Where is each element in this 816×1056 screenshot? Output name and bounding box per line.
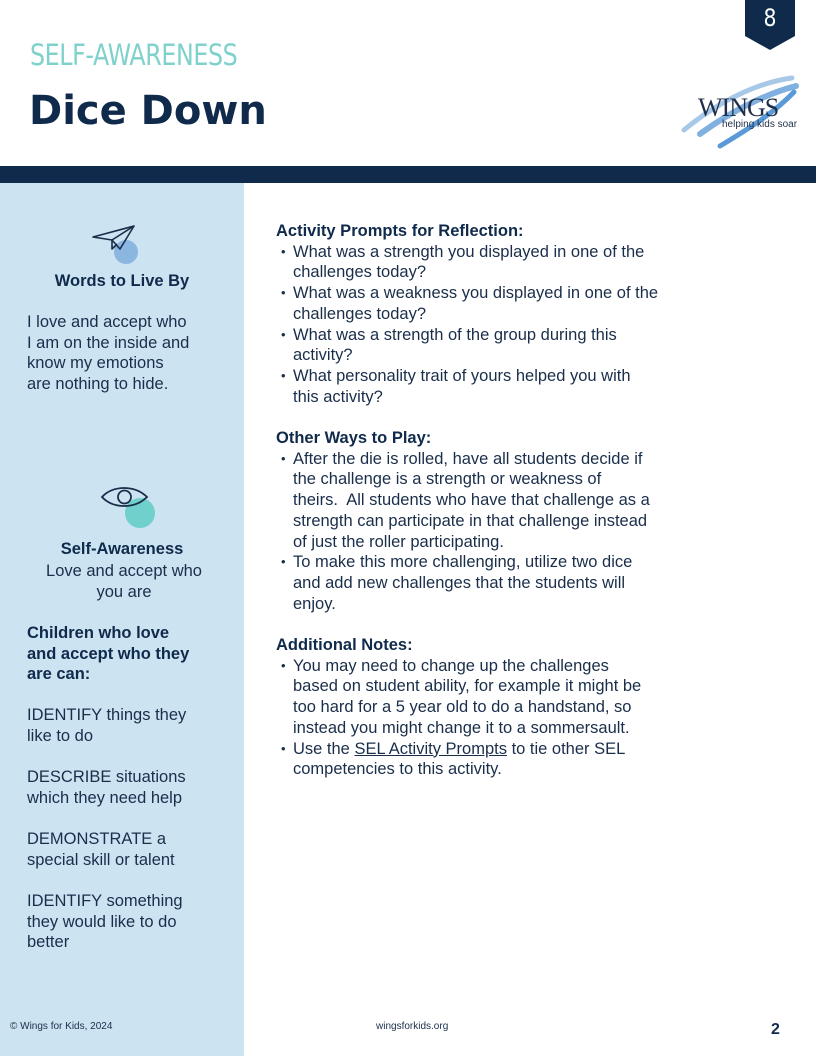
line: activity? bbox=[293, 346, 353, 365]
skill-line: like to do bbox=[27, 726, 94, 745]
line: and add new challenges that the students will bbox=[293, 573, 626, 592]
page-title: Dice Down bbox=[29, 88, 267, 134]
paper-plane-icon bbox=[90, 222, 142, 268]
competency-description bbox=[20, 561, 228, 602]
line: • What was a weakness you displayed in one of the bbox=[293, 284, 659, 303]
eye-icon bbox=[99, 480, 159, 530]
words-line: I love and accept who bbox=[27, 313, 187, 331]
skill-item bbox=[27, 891, 227, 953]
skill-line: IDENTIFY something bbox=[27, 892, 183, 910]
line: this activity? bbox=[293, 387, 383, 406]
children-line: Children who love bbox=[27, 624, 170, 642]
text: to tie other SEL bbox=[506, 739, 626, 758]
category-label: SELF-AWARENESS bbox=[30, 38, 238, 72]
list-item bbox=[276, 325, 726, 366]
children-line: and accept who they bbox=[27, 644, 190, 663]
skill-line: they would like to do bbox=[27, 912, 177, 931]
line: instead you might change it to a sommersault. bbox=[293, 718, 630, 737]
website-link[interactable]: wingsforkids.org bbox=[376, 1021, 449, 1032]
line: • What was a strength you displayed in one of the bbox=[293, 242, 645, 261]
line: strength can participate in that challenge instead bbox=[293, 511, 648, 530]
skill-line: DESCRIBE situations bbox=[27, 768, 186, 786]
text: Use the bbox=[293, 739, 355, 758]
line: • What was a strength of the group during this bbox=[293, 325, 617, 344]
list-item bbox=[276, 366, 726, 407]
line: competencies to this activity. bbox=[293, 760, 502, 779]
reflection-list bbox=[276, 242, 726, 408]
list-item bbox=[276, 656, 726, 739]
list-item bbox=[276, 242, 726, 283]
activity-number-badge bbox=[745, 0, 795, 50]
skill-line: special skill or talent bbox=[27, 850, 175, 869]
line bbox=[293, 739, 726, 760]
skill-item bbox=[27, 705, 227, 746]
skill-line: which they need help bbox=[27, 788, 183, 807]
copyright: © Wings for Kids, 2024 bbox=[10, 1021, 113, 1032]
skill-line: DEMONSTRATE a bbox=[27, 830, 167, 848]
line: enjoy. bbox=[293, 594, 336, 613]
line: too hard for a 5 year old to do a handstand, so bbox=[293, 698, 632, 717]
reflection-title: Activity Prompts for Reflection: bbox=[276, 222, 524, 240]
list-item bbox=[276, 552, 726, 614]
sel-activity-prompts-link[interactable]: SEL Activity Prompts bbox=[354, 739, 507, 758]
children-heading bbox=[27, 623, 227, 685]
words-line: are nothing to hide. bbox=[27, 374, 169, 393]
list-item bbox=[276, 283, 726, 324]
skill-line: better bbox=[27, 933, 70, 952]
competency-line: you are bbox=[96, 582, 152, 601]
children-line: are can: bbox=[27, 665, 91, 684]
main-content bbox=[276, 221, 726, 780]
notes-title: Additional Notes: bbox=[276, 636, 413, 655]
line: theirs. All students who have that challenge as a bbox=[293, 491, 650, 510]
page-number: 2 bbox=[771, 1021, 780, 1038]
header-divider-bar bbox=[0, 166, 816, 183]
skill-item bbox=[27, 767, 227, 808]
line: of just the roller participating. bbox=[293, 532, 504, 551]
other-ways-list bbox=[276, 449, 726, 615]
words-line: know my emotions bbox=[27, 354, 164, 373]
line: • What personality trait of yours helped you with bbox=[293, 366, 631, 385]
badge-number: 8 bbox=[763, 4, 777, 32]
competency-line: Love and accept who bbox=[46, 562, 202, 580]
words-line: I am on the inside and bbox=[27, 333, 190, 352]
line: the challenge is a strength or weakness of bbox=[293, 470, 602, 489]
other-ways-title: Other Ways to Play: bbox=[276, 429, 432, 448]
line: challenges today? bbox=[293, 263, 427, 282]
line: • To make this more challenging, utilize two dice bbox=[293, 553, 633, 572]
line: • After the die is rolled, have all students decide if bbox=[293, 449, 643, 468]
line: • You may need to change up the challenges bbox=[293, 656, 609, 675]
list-item bbox=[276, 739, 726, 780]
logo-tagline: helping kids soar bbox=[722, 119, 798, 130]
notes-list bbox=[276, 656, 726, 780]
competency-heading: Self-Awareness bbox=[60, 540, 184, 558]
list-item bbox=[276, 449, 726, 553]
logo-wordmark: WINGS bbox=[698, 93, 779, 122]
words-to-live-by-text bbox=[27, 312, 227, 394]
skill-line: IDENTIFY things they bbox=[27, 706, 187, 724]
line: challenges today? bbox=[293, 304, 427, 323]
line: based on student ability, for example it might be bbox=[293, 677, 642, 696]
words-to-live-by-heading: Words to Live By bbox=[54, 272, 190, 290]
skill-item bbox=[27, 829, 227, 870]
